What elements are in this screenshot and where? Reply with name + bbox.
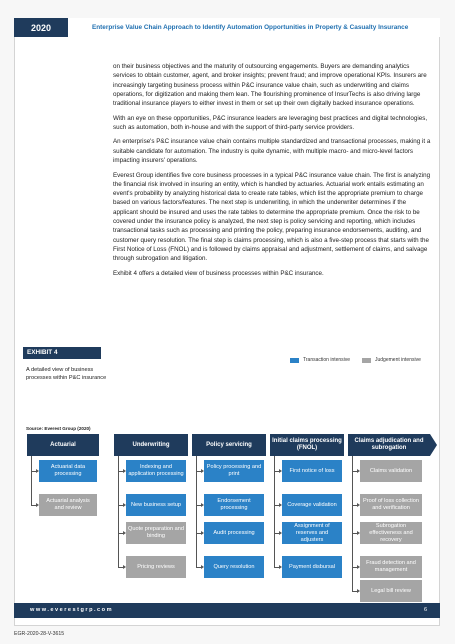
paragraph: Exhibit 4 offers a detailed view of business processes within P&C insurance. [113,269,324,277]
exhibit-caption: A detailed view of business processes within P&C insurance [26,367,107,381]
legend-transaction [290,357,350,363]
connector-line [31,456,32,505]
stage-header-1: Actuarial [27,434,99,456]
paragraph: on their business objectives and the maturity of outsourcing engagements. Buyers are demanding analytics services to obtain customer, agent, and broker insights; prevent fraud; and improve operational KPIs. Insurers are increasingly targeting business process within P&C insurance value chain, such as underwriting and claims operations, for digitization and making them lean. The flourishing prominence of InsurTechs is also driving large traditional insurance players to either invest in them or set up their own digitally backed insurance operations. [113,63,427,108]
paragraph: An enterprise's P&C insurance value chain contains multiple standardized and transactional processes, making it a suitable candidate for automation. The industry is quite dynamic, with multiple macro- and micro-level factors impacting insurers' operations. [113,138,431,165]
legend-swatch-transaction [290,358,299,363]
process-box: Quote preparation and binding [126,522,186,544]
process-box: Legal bill review [360,580,422,602]
document-id: EGR-2020-28-V-3615 [14,631,65,637]
process-box: First notice of loss [282,460,342,482]
document-title: Enterprise Value Chain Approach to Identify Automation Opportunities in Property & Casualty Insurance [92,24,409,31]
connector-line [196,456,197,567]
connector-line [118,456,119,567]
process-box: Actuarial analysis and review [39,494,97,516]
process-box: Endorsement processing [204,494,264,516]
footer-url[interactable]: www.everestgrp.com [30,607,114,613]
stage-arrow-icon [430,434,437,456]
connector-line [274,456,275,567]
process-box: Actuarial data processing [39,460,97,482]
legend-judgement [362,357,421,363]
process-box: Indexing and application processing [126,460,186,482]
exhibit-source: Source: Everest Group (2020) [26,426,91,431]
legend-swatch-judgement [362,358,371,363]
page-number: 6 [424,607,428,613]
connector-line [352,456,353,591]
paragraph: With an eye on these opportunities, P&C insurance leaders are leveraging best practices and digital technologies, such as automation, both in-house and with the support of third-party service providers. [113,114,428,131]
process-box: Proof of loss collection and verification [360,494,422,516]
process-box: Policy processing and print [204,460,264,482]
stage-header-2: Underwriting [114,434,188,456]
process-box: Subrogation effectiveness and recovery [360,522,422,544]
process-box: Coverage validation [282,494,342,516]
process-box: Fraud detection and management [360,556,422,578]
process-box: Query resolution [204,556,264,578]
stage-header-3: Policy servicing [192,434,266,456]
legend-label-transaction: Transaction intensive [303,357,351,363]
legend-label-judgement: Judgement intensive [375,357,421,363]
process-box: Claims validation [360,460,422,482]
exhibit-label: EXHIBIT 4 [23,347,101,359]
process-box: Audit processing [204,522,264,544]
stage-header-4: Initial claims processing (FNOL) [270,434,344,456]
body-text [113,62,431,283]
process-box: Assignment of reserves and adjusters [282,522,342,544]
process-box: Payment disbursal [282,556,342,578]
year-badge: 2020 [14,18,68,37]
process-box: New business setup [126,494,186,516]
paragraph: Everest Group identifies five core business processes in a typical P&C insurance value chain. The first is analyzing the financial risk involved in insuring an entity, which is handled by actuaries. Actuarial work entails estimating an event's probability by analyzing historical data to create rate tables, which list the appropriate premium to charge based on various factors/features. The next step is underwriting, in which the underwriter determines if the applicant should be insured and uses the rate tables to determine the appropriate premium. Once the risk to be covered under the insurance policy is analyzed, the next step is policy servicing and reporting, which includes transactional tasks such as processing and printing the policy, preparing insurance endorsements, auditing, and customer query resolution. The final step is claims processing, which is also a five-step process that starts with the First Notice of Loss (FNOL) and is followed by claims appraisal and adjustment, settlement of claims, and salvage through subrogation and litigation. [113,171,431,263]
stage-header-5: Claims adjudication and subrogation [348,434,430,456]
process-box: Pricing reviews [126,556,186,578]
